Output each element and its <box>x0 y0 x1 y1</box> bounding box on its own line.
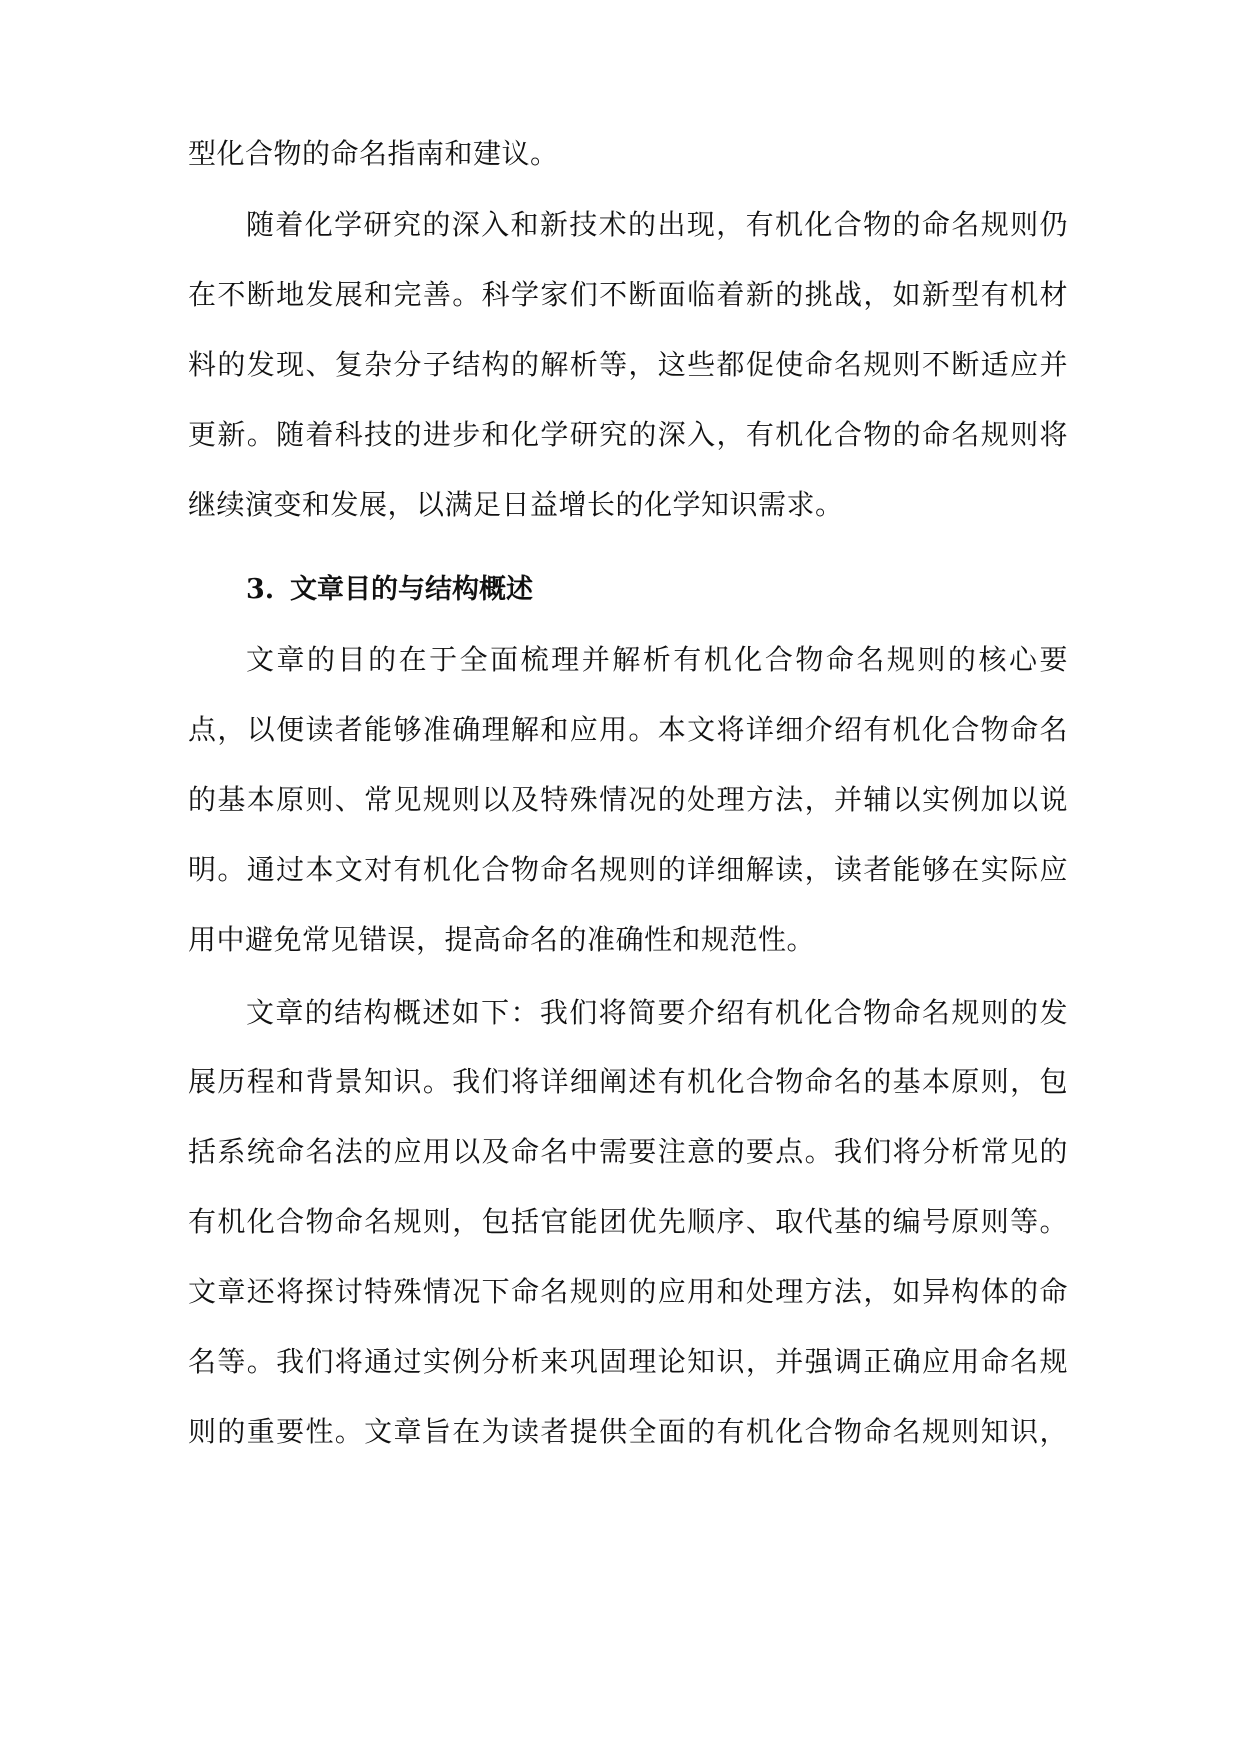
section-number: 3. <box>246 574 275 605</box>
paragraph-line: 有机化合物命名规则，包括官能团优先顺序、取代基的编号原则等。 <box>188 1205 1068 1238</box>
paragraph-line: 料的发现、复杂分子结构的解析等，这些都促使命名规则不断适应并 <box>188 348 1068 381</box>
paragraph-line: 文章还将探讨特殊情况下命名规则的应用和处理方法，如异构体的命 <box>188 1275 1068 1308</box>
section-heading <box>246 570 533 610</box>
paragraph-line: 展历程和背景知识。我们将详细阐述有机化合物命名的基本原则，包 <box>188 1065 1068 1098</box>
paragraph-line: 继续演变和发展，以满足日益增长的化学知识需求。 <box>188 488 844 521</box>
paragraph-line: 文章的结构概述如下：我们将简要介绍有机化合物命名规则的发 <box>246 996 1068 1029</box>
paragraph-line: 明。通过本文对有机化合物命名规则的详细解读，读者能够在实际应 <box>188 853 1068 886</box>
paragraph-line: 则的重要性。文章旨在为读者提供全面的有机化合物命名规则知识， <box>188 1415 1068 1448</box>
paragraph-line: 随着化学研究的深入和新技术的出现，有机化合物的命名规则仍 <box>246 208 1068 241</box>
section-title: 文章目的与结构概述 <box>290 574 533 605</box>
paragraph-line: 在不断地发展和完善。科学家们不断面临着新的挑战，如新型有机材 <box>188 278 1068 311</box>
paragraph-line: 括系统命名法的应用以及命名中需要注意的要点。我们将分析常见的 <box>188 1135 1068 1168</box>
paragraph-line: 用中避免常见错误，提高命名的准确性和规范性。 <box>188 923 816 956</box>
paragraph-line: 文章的目的在于全面梳理并解析有机化合物命名规则的核心要 <box>246 643 1068 676</box>
paragraph-line: 名等。我们将通过实例分析来巩固理论知识，并强调正确应用命名规 <box>188 1345 1068 1378</box>
paragraph-line: 的基本原则、常见规则以及特殊情况的处理方法，并辅以实例加以说 <box>188 783 1068 816</box>
paragraph-line: 点，以便读者能够准确理解和应用。本文将详细介绍有机化合物命名 <box>188 713 1068 746</box>
paragraph-line: 更新。随着科技的进步和化学研究的深入，有机化合物的命名规则将 <box>188 418 1068 451</box>
paragraph-line: 型化合物的命名指南和建议。 <box>188 137 559 170</box>
